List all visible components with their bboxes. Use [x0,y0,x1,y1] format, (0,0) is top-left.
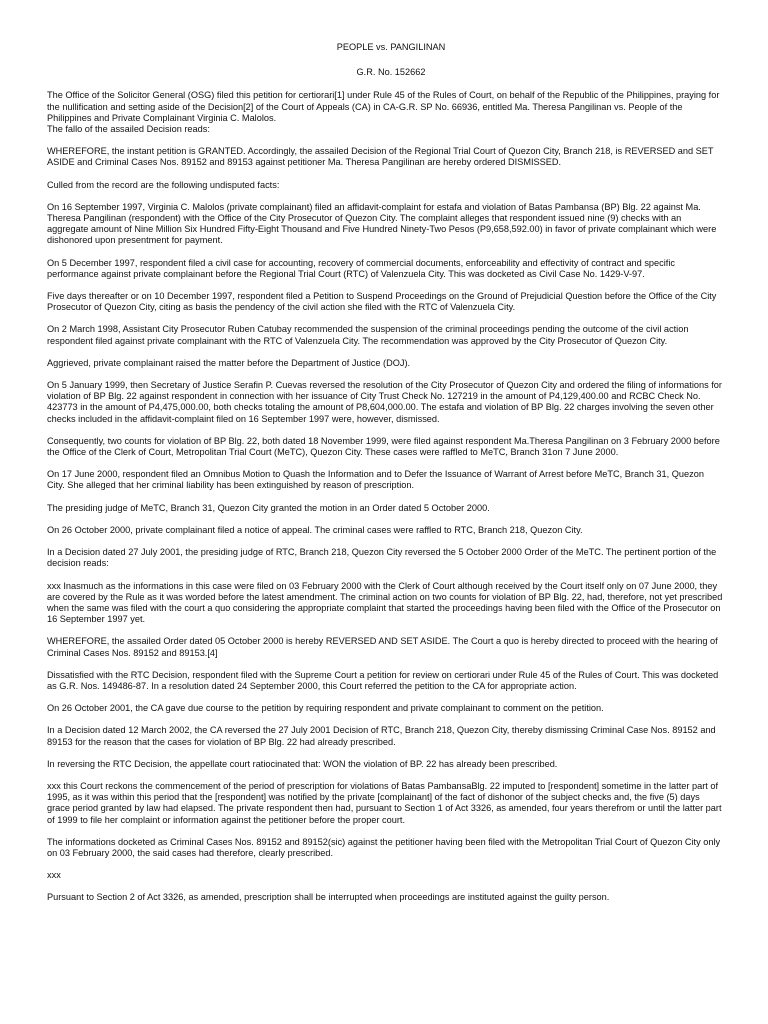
paragraph: The Office of the Solicitor General (OSG) filed this petition for certiorari[1] under Rule 45 of the Rules of Court, on behalf of the Republic of the Philippines, praying for the nullification and setting aside of the Decision[2] of the Court of Appeals (CA) in CA-G.R. SP No. 66936, entitled Ma. Theresa Pangilinan vs. People of the Philippines and Private Complainant Virginia C. Malolos. [47,90,720,123]
paragraph: On 5 December 1997, respondent filed a civil case for accounting, recovery of commercial documents, enforceability and effectivity of contract and specific performance against private complainant before the Regional Trial Court (RTC) of Valenzuela City. This was docketed as Civil Case No. 1429-V-97. [47,257,675,279]
paragraph: On 26 October 2000, private complainant filed a notice of appeal. The criminal cases were raffled to RTC, Branch 218, Quezon City. [47,524,583,535]
paragraph: Aggrieved, private complainant raised the matter before the Department of Justice (DOJ). [47,357,411,368]
paragraph: The informations docketed as Criminal Cases Nos. 89152 and 89152(sic) against the petitioner having been filed with the Metropolitan Trial Court of Quezon City only on 03 February 2000, the said cases had therefore, clearly prescribed. [47,836,721,858]
paragraph: Pursuant to Section 2 of Act 3326, as amended, prescription shall be interrupted when proceedings are instituted against the guilty person. [47,892,610,903]
case-number: G.R. No. 152662 [356,67,426,78]
paragraph: xxx this Court reckons the commencement of the period of prescription for violations of Batas PambansaBlg. 22 imputed to [respondent] sometime in the latter part of 1995, as it was within this period that the [respondent] was notified by the private [complainant] of the fact of dishonor of the subject checks and, the five (5) days grace period granted by law had elapsed. The private respondent then had, pursuant to Section 1 of Act 3326, as amended, four years therefrom or until the latter part of 1999 to file her complaint or information against the petitioner before the proper court. [47,780,722,825]
paragraph: On 5 January 1999, then Secretary of Justice Serafin P. Cuevas reversed the resolution of the City Prosecutor of Quezon City and ordered the filing of informations for violation of BP Blg. 22 against respondent in connection with her issuance of City Trust Check No. 127219 in the amount of P4,129,400.00 and RCBC Check No. 423773 in the amount of P4,475,000.00, both checks totaling the amount of P8,604,000.00. The estafa and violation of BP Blg. 22 charges involving the seven other checks included in the affidavit-complaint filed on 16 September 1997 were, however, dismissed. [47,380,722,424]
paragraph: xxx [47,870,61,881]
paragraph: On 17 June 2000, respondent filed an Omnibus Motion to Quash the Information and to Defer the Issuance of Warrant of Arrest before MeTC, Branch 31, Quezon City. She alleged that her criminal liability has been extinguished by reason of prescription. [47,469,704,491]
paragraph: Five days thereafter or on 10 December 1997, respondent filed a Petition to Suspend Proceedings on the Ground of Prejudicial Question before the Office of the City Prosecutor of Quezon City, citing as basis the pendency of the civil action she filed with the RTC of Valenzuela City. [47,291,717,313]
paragraph: Culled from the record are the following undisputed facts: [47,179,280,190]
paragraph: On 26 October 2001, the CA gave due course to the petition by requiring respondent and private complainant to comment on the petition. [47,703,604,714]
paragraph: The presiding judge of MeTC, Branch 31, Quezon City granted the motion in an Order dated 5 October 2000. [47,502,490,513]
paragraph: Dissatisfied with the RTC Decision, respondent filed with the Supreme Court a petition for review on certiorari under Rule 45 of the Rules of Court. This was docketed as G.R. Nos. 149486-87. In a resolution dated 24 September 2000, this Court referred the petition to the CA for appropriate action. [47,669,719,691]
document-title: PEOPLE vs. PANGILINAN [336,42,446,52]
paragraph: WHEREFORE, the instant petition is GRANTED. Accordingly, the assailed Decision of the Regional Trial Court of Quezon City, Branch 218, is REVERSED and SET ASIDE and Criminal Cases Nos. 89152 and 89153 against petitioner Ma. Theresa Pangilinan are hereby ordered DISMISSED. [47,146,714,168]
paragraph: On 16 September 1997, Virginia C. Malolos (private complainant) filed an affidavit-complaint for estafa and violation of Batas Pambansa (BP) Blg. 22 against Ma. Theresa Pangilinan (respondent) with the Office of the City Prosecutor of Quezon City. The complaint alleges that respondent issued nine (9) checks with an aggregate amount of Nine Million Six Hundred Fifty-Eight Thousand and Five Hundred Ninety-Two Pesos (P9,658,592.00) in favor of private complainant which were dishonored upon presentment for payment. [47,201,717,246]
paragraph: xxx Inasmuch as the informations in this case were filed on 03 February 2000 with the Clerk of Court although received by the Court itself only on 07 June 2000, they are covered by the Rule as it was worded before the latest amendment. The criminal action on two counts for violation of BP Blg. 22, had, therefore, not yet prescribed when the same was filed with the court a quo considering the appropriate complaint that started the proceedings having been filed with the Office of the Prosecutor on 16 September 1997 yet. [47,580,723,625]
paragraph: In a Decision dated 27 July 2001, the presiding judge of RTC, Branch 218, Quezon City reversed the 5 October 2000 Order of the MeTC. The pertinent portion of the decision reads: [47,547,717,569]
paragraph: WHEREFORE, the assailed Order dated 05 October 2000 is hereby REVERSED AND SET ASIDE. The Court a quo is hereby directed to proceed with the hearing of Criminal Cases Nos. 89152 and 89153.[4] [47,636,718,658]
paragraph: On 2 March 1998, Assistant City Prosecutor Ruben Catubay recommended the suspension of the criminal proceedings pending the outcome of the civil action respondent filed against private complainant with the RTC of Valenzuela City. The recommendation was approved by the City Prosecutor of Quezon City. [47,324,689,346]
paragraph: In a Decision dated 12 March 2002, the CA reversed the 27 July 2001 Decision of RTC, Branch 218, Quezon City, thereby dismissing Criminal Case Nos. 89152 and 89153 for the reason that the cases for violation of BP Blg. 22 had already prescribed. [47,725,716,747]
paragraph: Consequently, two counts for violation of BP Blg. 22, both dated 18 November 1999, were filed against respondent Ma.Theresa Pangilinan on 3 February 2000 before the Office of the Clerk of Court, Metropolitan Trial Court (MeTC), Quezon City. These cases were raffled to MeTC, Branch 31on 7 June 2000. [47,435,720,458]
paragraph: The fallo of the assailed Decision reads: [47,124,210,135]
paragraph: In reversing the RTC Decision, the appellate court ratiocinated that: WON the violation of BP. 22 has already been prescribed. [47,758,558,769]
